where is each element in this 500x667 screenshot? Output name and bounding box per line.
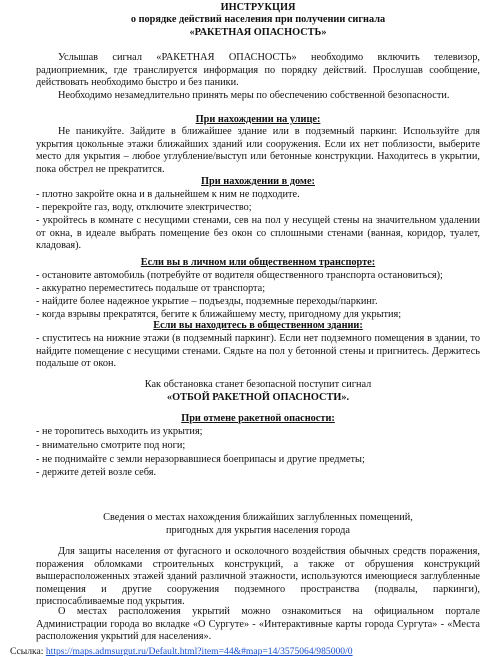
- transport-item: - найдите более надежное укрытие – подъезды, подземные переходы/паркинг.: [36, 296, 378, 307]
- shelters-paragraph: Для защиты населения от фугасного и осколочного воздействия обычных средств поражения, поражения обломками строительных конструкций, а также от обрушения конструкций вышерасположенных этажей зданий различной этажности, используются имеющиеся заглубленные помещения и другие сооружения подземного пространства (подвалы, паркинги), приспосабливаемые под укрытия.: [36, 546, 480, 607]
- allclear-item: - внимательно смотрите под ноги;: [36, 440, 186, 451]
- street-heading: При нахождении на улице:: [195, 114, 321, 125]
- allclear-heading: При отмене ракетной опасности:: [181, 413, 335, 424]
- transport-item: - остановите автомобиль (потребуйте от водителя общественного транспорта остановиться);: [36, 270, 443, 281]
- intro-paragraph: Услышав сигнал «РАКЕТНАЯ ОПАСНОСТЬ» необходимо включить телевизор, радиоприемник, где транслируется информация по порядку действий. Прослушав сообщение, действовать необходимо быстро и без паники.: [36, 52, 480, 88]
- home-item: - укройтесь в комнате с несущими стенами, сев на пол у несущей стены на значительном удалении от окна, в идеале выбрать помещение без окон со сплошными стенами (ванная, коридор, туалет, кладовая).: [36, 215, 480, 251]
- street-paragraph: Не паникуйте. Зайдите в ближайшее здание или в подземный паркинг. Используйте для укрытия цокольные этажи ближайших зданий или сооружения. Если их нет поблизости, выберите место для укрытия – любое углубление/выступ или бетонные конструкции. Находитесь в укрытии, пока обстрел не прекратится.: [36, 126, 480, 175]
- allclear-item: - держите детей возле себя.: [36, 467, 157, 478]
- home-item: - перекройте газ, воду, отключите электричество;: [36, 202, 252, 213]
- map-link[interactable]: https://maps.admsurgut.ru/Default.html?item=44&#map=14/3575064/985000/0: [45, 646, 353, 657]
- transport-item: - когда взрывы прекратятся, бегите к ближайшему месту, пригодному для укрытия;: [36, 309, 402, 320]
- public-building-paragraph: - спуститесь на нижние этажи (в подземный паркинг). Если нет подземного помещения в здании, то найдите помещение с несущими стенами. Сядьте на пол у бетонной стены и пригнитесь. Держитесь подальше от окон.: [36, 333, 480, 369]
- public-building-heading: Если вы находитесь в общественном здании:: [153, 320, 363, 331]
- document-title: ИНСТРУКЦИЯ: [220, 2, 296, 13]
- signal-name: «РАКЕТНАЯ ОПАСНОСТЬ»: [189, 27, 327, 38]
- document-subtitle: о порядке действий населения при получении сигнала: [130, 14, 386, 25]
- transport-item: - аккуратно переместитесь подальше от транспорта;: [36, 283, 266, 294]
- home-item: - плотно закройте окна и в дальнейшем к ним не подходите.: [36, 189, 300, 200]
- allclear-intro: Как обстановка станет безопасной поступит сигнал: [144, 379, 372, 390]
- home-heading: При нахождении в доме:: [201, 176, 315, 187]
- shelters-title: Сведения о местах нахождения ближайших заглубленных помещений,: [103, 512, 413, 523]
- link-label: Ссылка:: [10, 646, 44, 657]
- shelters-link-line: [10, 646, 480, 659]
- shelters-portal-paragraph: О местах расположения укрытий можно ознакомиться на официальном портале Администрации города во вкладке «О Сургуте» - «Интерактивные карты города Сургута» - «Места расположения укрытий для населения».: [36, 606, 480, 642]
- allclear-signal: «ОТБОЙ РАКЕТНОЙ ОПАСНОСТИ».: [166, 392, 350, 403]
- allclear-item: - не торопитесь выходить из укрытия;: [36, 426, 203, 437]
- allclear-item: - не поднимайте с земли неразорвавшиеся боеприпасы и другие предметы;: [36, 454, 365, 465]
- shelters-subtitle: пригодных для укрытия населения города: [166, 525, 350, 536]
- transport-heading: Если вы в личном или общественном транспорте:: [140, 257, 376, 268]
- intro-safety-paragraph: Необходимо незамедлительно принять меры по обеспечению собственной безопасности.: [58, 90, 450, 101]
